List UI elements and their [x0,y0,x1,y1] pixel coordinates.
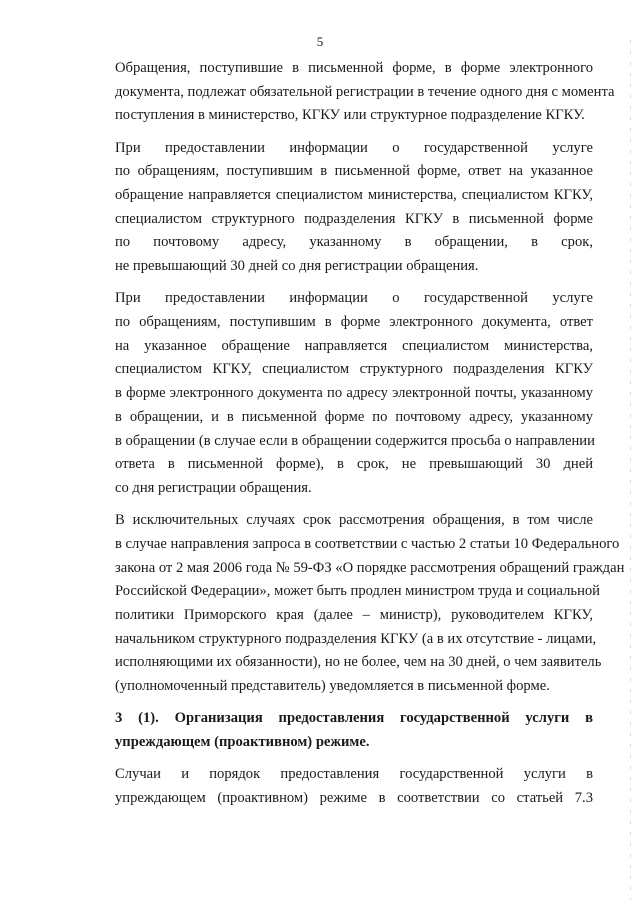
text-line: обращение направляется специалистом министерства, специалистом КГКУ, [115,187,593,204]
paragraph-extension [75,509,625,699]
document-body [75,57,625,819]
text-line: на указанное обращение направляется специалистом министерства, [115,337,593,354]
text-line: ответа в письменной форме), в срок, не превышающий 30 дней [115,456,593,473]
text-line: В исключительных случаях срок рассмотрения обращения, в том числе [115,512,593,529]
text-line: в форме электронного документа по адресу электронной почты, указанному [115,385,593,402]
text-line: Случаи и порядок предоставления государственной услуги в [115,766,593,783]
text-line: в случае направления запроса в соответствии с частью 2 статьи 10 Федерального [115,535,620,552]
paragraph-registration [75,57,615,128]
text-line: закона от 2 мая 2006 года № 59-ФЗ «О порядке рассмотрения обращений граждан [115,559,625,576]
text-line: начальником структурного подразделения КГКУ (а в их отсутствие - лицами, [115,630,597,647]
text-line: не превышающий 30 дней со дня регистрации обращения. [115,258,479,275]
text-line: 3 (1). Организация предоставления государственной услуги в [115,710,593,727]
text-line: по почтовому адресу, указанному в обращении, в срок, [115,234,593,251]
section-heading-proactive [75,707,593,754]
text-line: исполняющими их обязанности), но не более, чем на 30 дней, о чем заявитель [115,654,602,671]
text-line: Российской Федерации», может быть продлен министром труда и социальной [115,583,600,600]
scan-edge-artifact [630,40,631,900]
text-line: упреждающем (проактивном) режиме. [115,733,370,750]
paragraph-proactive-cases [75,763,593,810]
text-line: политики Приморского края (далее – министр), руководителем КГКУ, [115,606,593,623]
text-line: (уполномоченный представитель) уведомляется в письменной форме. [115,678,550,695]
text-line: со дня регистрации обращения. [115,479,312,496]
text-line: При предоставлении информации о государственной услуге [115,290,593,307]
text-line: специалистом структурного подразделения КГКУ в письменной форме [115,210,593,227]
text-line: по обращениям, поступившим в форме электронного документа, ответ [115,314,593,331]
text-line: Обращения, поступившие в письменной форме, в форме электронного [115,60,593,76]
text-line: в обращении (в случае если в обращении содержится просьба о направлении [115,432,595,449]
paragraph-written-reply [75,137,593,279]
text-line: поступления в министерство, КГКУ или структурное подразделение КГКУ. [115,107,585,124]
paragraph-electronic-reply [75,287,593,500]
text-line: документа, подлежат обязательной регистрации в течение одного дня с момента [115,83,615,100]
page-number: 5 [316,34,324,49]
text-line: При предоставлении информации о государственной услуге [115,139,593,156]
text-line: специалистом КГКУ, специалистом структурного подразделения КГКУ [115,361,593,378]
text-line: по обращениям, поступившим в письменной форме, ответ на указанное [115,163,593,180]
text-line: в обращении, и в письменной форме по почтовому адресу, указанному [115,408,593,425]
text-line: упреждающем (проактивном) режиме в соответствии со статьей 7.3 [115,789,593,806]
